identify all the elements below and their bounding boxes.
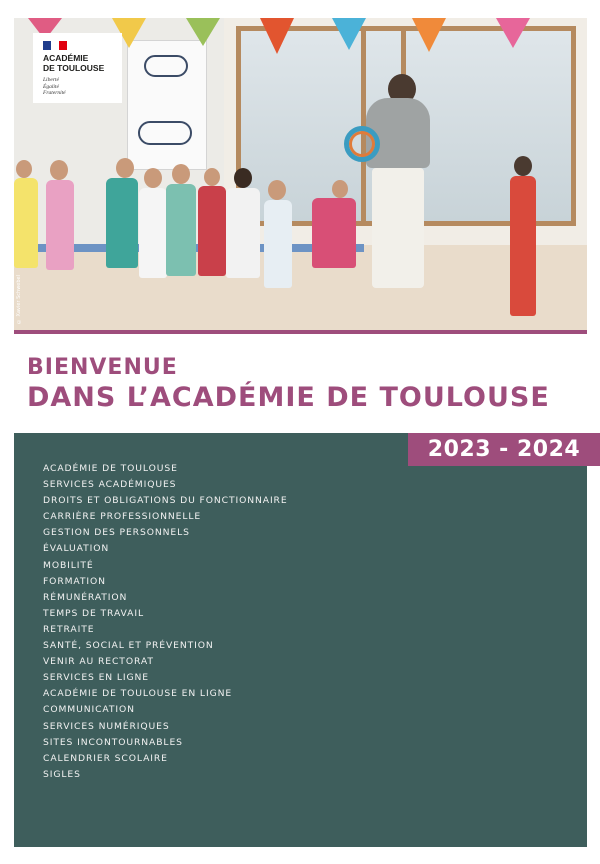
toc-item[interactable]: SITES INCONTOURNABLES [43,736,183,748]
heading-welcome: BIENVENUE [27,355,178,380]
french-flag-icon [43,41,67,50]
cloud-drawing [127,40,207,170]
toc-item[interactable]: CARRIÈRE PROFESSIONNELLE [43,511,202,523]
toc-item[interactable]: ÉVALUATION [43,543,110,555]
toc-item[interactable]: SERVICES EN LIGNE [43,672,150,684]
toc-item[interactable]: SERVICES NUMÉRIQUES [43,720,170,732]
toc-item[interactable]: SIGLES [43,768,81,780]
photo-floor [14,245,587,330]
toc-item[interactable]: FORMATION [43,575,106,587]
toc-item[interactable]: ACADÉMIE DE TOULOUSE EN LIGNE [43,688,233,700]
toc-item[interactable]: SANTÉ, SOCIAL ET PRÉVENTION [43,640,214,652]
toc-item[interactable]: VENIR AU RECTORAT [43,656,154,668]
toc-item[interactable]: TEMPS DE TRAVAIL [43,607,144,619]
logo-motto: Liberté Égalité Fraternité [43,77,66,96]
toc-item[interactable]: CALENDRIER SCOLAIRE [43,752,168,764]
photo-credit: © Xavier Schwebel [16,274,22,324]
academie-logo [33,33,122,103]
toc-item[interactable]: ACADÉMIE DE TOULOUSE [43,463,178,474]
toc-item[interactable]: RETRAITE [43,623,95,635]
toc-item[interactable]: SERVICES ACADÉMIQUES [43,479,177,491]
page-title: DANS L’ACADÉMIE DE TOULOUSE [27,382,550,413]
logo-name: ACADÉMIE DE TOULOUSE [43,53,105,73]
year-badge: 2023 - 2024 [408,433,600,466]
accent-divider [14,330,587,334]
toc-item[interactable]: DROITS ET OBLIGATIONS DU FONCTIONNAIRE [43,495,288,507]
toc-item[interactable]: RÉMUNÉRATION [43,591,128,603]
toc-item[interactable]: MOBILITÉ [43,559,94,571]
toc-item[interactable]: COMMUNICATION [43,704,135,716]
toc-item[interactable]: GESTION DES PERSONNELS [43,527,190,539]
table-of-contents [43,461,288,783]
rings-toy [344,126,380,162]
